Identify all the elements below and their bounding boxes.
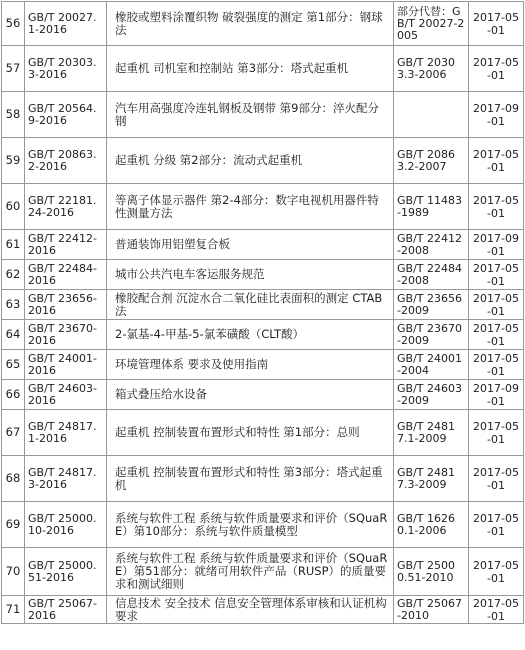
replaced-standard: GB/T 23656-2009 [394, 290, 469, 320]
row-number: 61 [2, 230, 25, 260]
standard-code: GB/T 20564.9-2016 [25, 92, 107, 138]
row-number: 56 [2, 2, 25, 46]
table-row [2, 410, 524, 456]
row-number: 70 [2, 548, 25, 596]
standard-code: GB/T 24817.3-2016 [25, 456, 107, 502]
standards-table [1, 1, 524, 624]
replaced-standard: GB/T 23670-2009 [394, 320, 469, 350]
standard-code: GB/T 23670-2016 [25, 320, 107, 350]
standard-name: 橡胶或塑料涂覆织物 破裂强度的测定 第1部分：钢球法 [107, 2, 394, 46]
effective-date: 2017-05-01 [469, 290, 524, 320]
replaced-standard: GB/T 24603-2009 [394, 380, 469, 410]
standard-name: 城市公共汽电车客运服务规范 [107, 260, 394, 290]
replaced-standard [394, 92, 469, 138]
standard-name: 起重机 分级 第2部分：流动式起重机 [107, 138, 394, 184]
standard-name: 起重机 控制装置布置形式和特性 第1部分：总则 [107, 410, 394, 456]
effective-date: 2017-05-01 [469, 320, 524, 350]
standard-name: 系统与软件工程 系统与软件质量要求和评价（SQuaRE）第51部分：就绪可用软件产品（RUSP）的质量要求和测试细则 [107, 548, 394, 596]
replaced-standard: GB/T 11483-1989 [394, 184, 469, 230]
effective-date: 2017-05-01 [469, 596, 524, 624]
row-number: 62 [2, 260, 25, 290]
table-row [2, 350, 524, 380]
standard-name: 等离子体显示器件 第2-4部分：数字电视机用器件特性测量方法 [107, 184, 394, 230]
effective-date: 2017-05-01 [469, 2, 524, 46]
row-number: 58 [2, 92, 25, 138]
standard-code: GB/T 24603-2016 [25, 380, 107, 410]
table-row [2, 596, 524, 624]
row-number: 59 [2, 138, 25, 184]
replaced-standard: GB/T 22484-2008 [394, 260, 469, 290]
standard-code: GB/T 25000.51-2016 [25, 548, 107, 596]
standard-code: GB/T 25000.10-2016 [25, 502, 107, 548]
table-row [2, 456, 524, 502]
table-row [2, 320, 524, 350]
standard-name: 普通装饰用铝塑复合板 [107, 230, 394, 260]
standard-code: GB/T 20863.2-2016 [25, 138, 107, 184]
row-number: 57 [2, 46, 25, 92]
effective-date: 2017-09-01 [469, 230, 524, 260]
standard-code: GB/T 25067-2016 [25, 596, 107, 624]
standard-name: 环境管理体系 要求及使用指南 [107, 350, 394, 380]
standard-name: 汽车用高强度冷连轧钢板及钢带 第9部分：淬火配分钢 [107, 92, 394, 138]
row-number: 63 [2, 290, 25, 320]
standard-code: GB/T 22484-2016 [25, 260, 107, 290]
table-row [2, 230, 524, 260]
table-row [2, 46, 524, 92]
replaced-standard: GB/T 24001-2004 [394, 350, 469, 380]
replaced-standard: 部分代替：GB/T 20027-2005 [394, 2, 469, 46]
replaced-standard: GB/T 25000.51-2010 [394, 548, 469, 596]
effective-date: 2017-05-01 [469, 46, 524, 92]
row-number: 69 [2, 502, 25, 548]
standard-code: GB/T 20303.3-2016 [25, 46, 107, 92]
standard-name: 起重机 控制装置布置形式和特性 第3部分：塔式起重机 [107, 456, 394, 502]
standard-code: GB/T 23656-2016 [25, 290, 107, 320]
table-row [2, 290, 524, 320]
table-row [2, 548, 524, 596]
replaced-standard: GB/T 24817.3-2009 [394, 456, 469, 502]
replaced-standard: GB/T 22412-2008 [394, 230, 469, 260]
row-number: 71 [2, 596, 25, 624]
table-row [2, 260, 524, 290]
table-row [2, 92, 524, 138]
effective-date: 2017-09-01 [469, 92, 524, 138]
replaced-standard: GB/T 20303.3-2006 [394, 46, 469, 92]
effective-date: 2017-05-01 [469, 456, 524, 502]
table-row [2, 2, 524, 46]
effective-date: 2017-05-01 [469, 138, 524, 184]
replaced-standard: GB/T 20863.2-2007 [394, 138, 469, 184]
standard-name: 橡胶配合剂 沉淀水合二氧化硅比表面积的测定 CTAB法 [107, 290, 394, 320]
standard-code: GB/T 22181.24-2016 [25, 184, 107, 230]
standard-name: 箱式叠压给水设备 [107, 380, 394, 410]
effective-date: 2017-05-01 [469, 410, 524, 456]
replaced-standard: GB/T 24817.1-2009 [394, 410, 469, 456]
effective-date: 2017-05-01 [469, 260, 524, 290]
effective-date: 2017-05-01 [469, 548, 524, 596]
replaced-standard: GB/T 16260.1-2006 [394, 502, 469, 548]
replaced-standard: GB/T 25067-2010 [394, 596, 469, 624]
effective-date: 2017-09-01 [469, 380, 524, 410]
row-number: 68 [2, 456, 25, 502]
row-number: 66 [2, 380, 25, 410]
standard-code: GB/T 24817.1-2016 [25, 410, 107, 456]
standard-code: GB/T 22412-2016 [25, 230, 107, 260]
standard-name: 起重机 司机室和控制站 第3部分：塔式起重机 [107, 46, 394, 92]
row-number: 64 [2, 320, 25, 350]
table-row [2, 138, 524, 184]
table-row [2, 184, 524, 230]
row-number: 60 [2, 184, 25, 230]
standard-code: GB/T 20027.1-2016 [25, 2, 107, 46]
standard-name: 2-氯基-4-甲基-5-氯苯磺酸（CLT酸） [107, 320, 394, 350]
effective-date: 2017-05-01 [469, 350, 524, 380]
effective-date: 2017-05-01 [469, 502, 524, 548]
standard-code: GB/T 24001-2016 [25, 350, 107, 380]
standard-name: 系统与软件工程 系统与软件质量要求和评价（SQuaRE）第10部分：系统与软件质量模型 [107, 502, 394, 548]
standard-name: 信息技术 安全技术 信息安全管理体系审核和认证机构要求 [107, 596, 394, 624]
table-row [2, 380, 524, 410]
row-number: 65 [2, 350, 25, 380]
table-row [2, 502, 524, 548]
effective-date: 2017-05-01 [469, 184, 524, 230]
row-number: 67 [2, 410, 25, 456]
standards-table-body [2, 2, 524, 624]
